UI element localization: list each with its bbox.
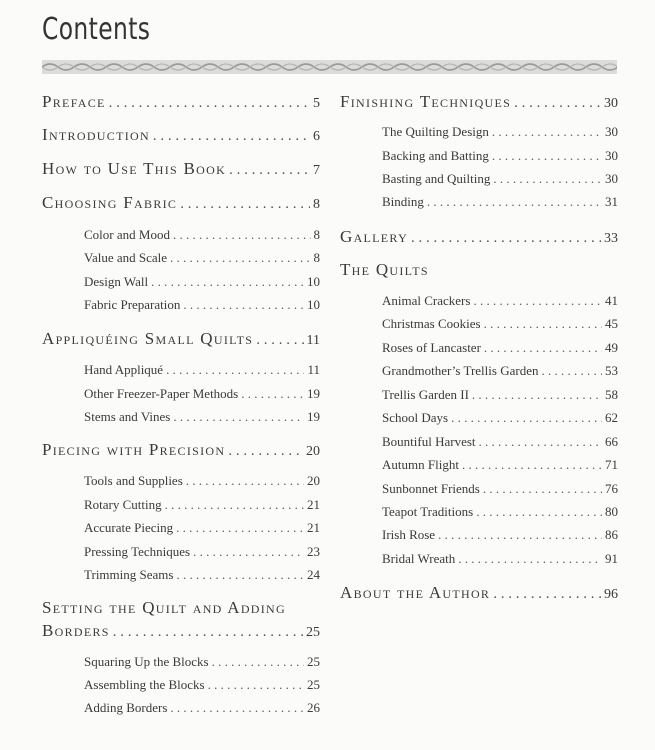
toc-subentry[interactable]: Grandmother’s Trellis Garden . . . 53 xyxy=(382,363,618,379)
toc-entry-introduction[interactable]: Introduction . . . 6 xyxy=(42,125,320,145)
toc-subentry[interactable]: The Quilting Design . . . 30 xyxy=(382,124,618,140)
toc-subentry[interactable]: Fabric Preparation . . . 10 xyxy=(84,297,320,313)
toc-entry-gallery[interactable]: Gallery . . . 33 xyxy=(340,227,618,247)
toc-entry-choosing-fabric[interactable]: Choosing Fabric . . . 8 xyxy=(42,193,320,213)
toc-subentry[interactable]: Animal Crackers . . . 41 xyxy=(382,293,618,309)
toc-subentry[interactable]: Christmas Cookies . . . 45 xyxy=(382,316,618,332)
toc-subentry[interactable]: Design Wall . . . 10 xyxy=(84,274,320,290)
toc-subentry[interactable]: Other Freezer-Paper Methods . . . 19 xyxy=(84,386,320,402)
toc-subentry[interactable]: Backing and Batting . . . 30 xyxy=(382,148,618,164)
toc-entry-the-quilts[interactable]: The Quilts xyxy=(340,260,429,279)
toc-subentry[interactable]: Basting and Quilting . . . 30 xyxy=(382,171,618,187)
toc-subentry[interactable]: Adding Borders . . . 26 xyxy=(84,700,320,716)
toc-subentry[interactable]: Accurate Piecing . . . 21 xyxy=(84,520,320,536)
toc-entry-setting-line1[interactable]: Setting the Quilt and Adding xyxy=(42,598,286,617)
toc-subentry[interactable]: Bountiful Harvest . . . 66 xyxy=(382,434,618,450)
toc-subentry[interactable]: Tools and Supplies . . . 20 xyxy=(84,473,320,489)
toc-subentry[interactable]: Assembling the Blocks . . . 25 xyxy=(84,677,320,693)
toc-subentry[interactable]: Autumn Flight . . . 71 xyxy=(382,457,618,473)
vine-border xyxy=(42,60,617,74)
toc-subentry[interactable]: Value and Scale . . . 8 xyxy=(84,250,320,266)
toc-entry-setting[interactable]: Borders . . . 25 xyxy=(42,621,320,641)
toc-subentry[interactable]: School Days . . . 62 xyxy=(382,410,618,426)
toc-subentry[interactable]: Sunbonnet Friends . . . 76 xyxy=(382,481,618,497)
toc-subentry[interactable]: Trimming Seams . . . 24 xyxy=(84,567,320,583)
toc-entry-about-author[interactable]: About the Author . . . 96 xyxy=(340,583,618,603)
toc-subentry[interactable]: Teapot Traditions . . . 80 xyxy=(382,504,618,520)
toc-entry-piecing[interactable]: Piecing with Precision . . . 20 xyxy=(42,440,320,460)
toc-subentry[interactable]: Hand Appliqué . . . 11 xyxy=(84,362,320,378)
toc-subentry[interactable]: Bridal Wreath . . . 91 xyxy=(382,551,618,567)
toc-entry-appliqueing[interactable]: Appliquéing Small Quilts . . . 11 xyxy=(42,329,320,349)
toc-entry-how-to-use[interactable]: How to Use This Book . . . 7 xyxy=(42,159,320,179)
toc-subentry[interactable]: Irish Rose . . . 86 xyxy=(382,527,618,543)
toc-subentry[interactable]: Binding . . . 31 xyxy=(382,194,618,210)
toc-subentry[interactable]: Color and Mood . . . 8 xyxy=(84,227,320,243)
toc-entry-finishing[interactable]: Finishing Techniques . . . 30 xyxy=(340,92,618,112)
page-title: Contents xyxy=(42,12,151,47)
toc-entry-preface[interactable]: Preface . . . 5 xyxy=(42,92,320,112)
toc-subentry[interactable]: Rotary Cutting . . . 21 xyxy=(84,497,320,513)
toc-subentry[interactable]: Stems and Vines . . . 19 xyxy=(84,409,320,425)
toc-subentry[interactable]: Roses of Lancaster . . . 49 xyxy=(382,340,618,356)
toc-subentry[interactable]: Squaring Up the Blocks . . . 25 xyxy=(84,654,320,670)
toc-subentry[interactable]: Pressing Techniques . . . 23 xyxy=(84,544,320,560)
toc-subentry[interactable]: Trellis Garden II . . . 58 xyxy=(382,387,618,403)
